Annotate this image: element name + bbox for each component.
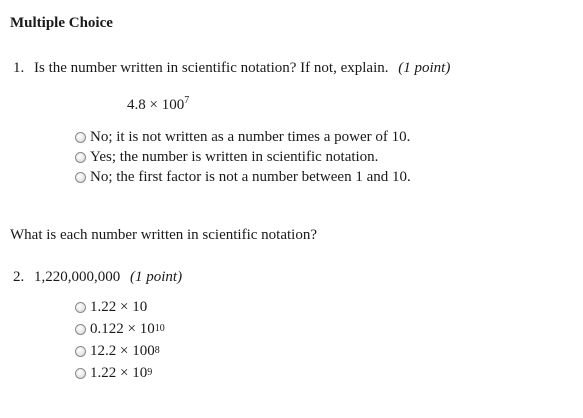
q1-option-1[interactable] bbox=[75, 128, 410, 146]
radio-button[interactable] bbox=[75, 132, 86, 143]
radio-button[interactable] bbox=[75, 346, 86, 357]
radio-button[interactable] bbox=[75, 302, 86, 313]
option-label: 0.122 × 10 bbox=[90, 320, 155, 337]
option-label: 1.22 × 10 bbox=[90, 298, 148, 315]
q2-option-1[interactable] bbox=[75, 298, 147, 316]
radio-button[interactable] bbox=[75, 152, 86, 163]
section-title: Multiple Choice bbox=[10, 15, 113, 31]
option-label: Yes; the number is written in scientific notation. bbox=[90, 148, 379, 165]
radio-button[interactable] bbox=[75, 172, 86, 183]
option-label: No; the first factor is not a number between 1 and 10. bbox=[90, 168, 411, 185]
instruction-text: What is each number written in scientific notation? bbox=[10, 227, 317, 243]
q1-option-2[interactable] bbox=[75, 148, 378, 166]
question-2 bbox=[13, 269, 182, 286]
question-1 bbox=[13, 60, 450, 77]
radio-button[interactable] bbox=[75, 368, 86, 379]
q2-option-4[interactable]: 1.22 × 10 9 bbox=[75, 364, 152, 382]
expression-exponent: 7 bbox=[184, 95, 190, 106]
q2-option-3[interactable]: 12.2 × 100 8 bbox=[75, 342, 160, 360]
radio-button[interactable] bbox=[75, 324, 86, 335]
option-label: No; it is not written as a number times a power of 10. bbox=[90, 128, 411, 145]
question-2-points: (1 point) bbox=[130, 269, 183, 285]
question-1-expression bbox=[127, 97, 189, 114]
question-2-text: 1,220,000,000 bbox=[34, 269, 121, 285]
q2-option-2[interactable]: 0.122 × 10 10 bbox=[75, 320, 165, 338]
option-label: 1.22 × 10 bbox=[90, 364, 148, 381]
question-1-number: 1. bbox=[13, 60, 25, 76]
question-1-text: Is the number written in scientific notation? If not, explain. bbox=[34, 60, 389, 76]
question-1-points: (1 point) bbox=[398, 60, 451, 76]
question-2-number: 2. bbox=[13, 269, 25, 285]
option-label: 12.2 × 100 bbox=[90, 342, 155, 359]
q1-option-3[interactable] bbox=[75, 168, 411, 186]
expression-base: 4.8 × 100 bbox=[127, 97, 185, 113]
